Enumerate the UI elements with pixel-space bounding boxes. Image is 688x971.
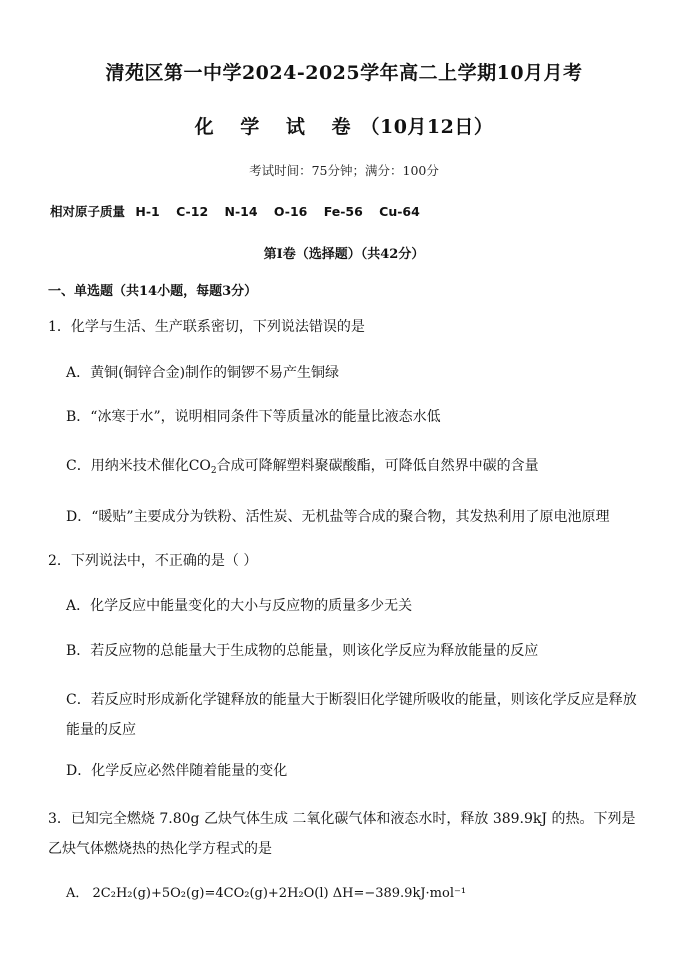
question-option: B．若反应物的总能量大于生成物的总能量，则该化学反应为释放能量的反应 <box>66 643 539 659</box>
question-option: C．若反应时形成新化学键释放的能量大于断裂旧化学键所吸收的能量，则该化学反应是释放能量的反应 <box>66 692 637 738</box>
question-stem: 2．下列说法中，不正确的是（ ） <box>48 553 258 569</box>
atomic-mass-item: H-1 <box>135 204 160 219</box>
section-title: 一、单选题（共14小题，每题3分） <box>48 284 258 299</box>
question-stem: 1．化学与生活、生产联系密切，下列说法错误的是 <box>48 319 365 335</box>
part-title: 第Ⅰ卷（选择题）（共42分） <box>263 247 425 262</box>
formula-subscript: 2 <box>210 466 217 476</box>
question-option: A．黄铜(铜锌合金)制作的铜锣不易产生铜绿 <box>66 365 340 381</box>
exam-time-score: 考试时间：75分钟；满分：100分 <box>249 163 439 178</box>
atomic-mass-item: Cu-64 <box>379 204 420 219</box>
option-text: C．用纳米技术催化 <box>66 458 189 474</box>
formula-text: CO <box>188 458 211 474</box>
exam-subtitle <box>0 112 688 139</box>
atomic-mass-item: N-14 <box>224 204 258 219</box>
question-option <box>66 883 646 905</box>
question-option: D．“暖贴”主要成分为铁粉、活性炭、无机盐等合成的聚合物，其发热利用了原电池原理 <box>66 509 610 525</box>
atomic-mass-item: C-12 <box>176 204 209 219</box>
question-stem: 3．已知完全燃烧 7.80g 乙炔气体生成 二氧化碳气体和液态水时，释放 389.9kJ 的热。下列是乙炔气体燃烧热的热化学方程式的是 <box>48 811 636 857</box>
option-text: 合成可降解塑料聚碳酸酯，可降低自然界中碳的含量 <box>216 458 539 474</box>
option-letter: A． <box>66 886 89 901</box>
atomic-masses <box>50 202 432 220</box>
chem-formula <box>189 458 217 474</box>
question-option: D．化学反应必然伴随着能量的变化 <box>66 763 288 779</box>
question-option: B．“冰寒于水”，说明相同条件下等质量冰的能量比液态水低 <box>66 409 441 425</box>
atomic-mass-item: Fe-56 <box>323 204 363 219</box>
subject-title: 化 学 试 卷 <box>194 116 361 138</box>
atomic-mass-item: O-16 <box>273 204 308 219</box>
thermochemical-equation: 2C₂H₂(g)+5O₂(g)=4CO₂(g)+2H₂O(l) ΔH=−389.9kJ·mol⁻¹ <box>92 886 467 901</box>
question-option: A．化学反应中能量变化的大小与反应物的质量多少无关 <box>66 598 413 614</box>
exam-title: 清苑区第一中学2024-2025学年高二上学期10月月考 <box>105 62 583 84</box>
atomic-mass-label: 相对原子质量 <box>50 204 126 219</box>
question-option <box>66 455 646 479</box>
exam-date: （10月12日） <box>360 116 494 138</box>
